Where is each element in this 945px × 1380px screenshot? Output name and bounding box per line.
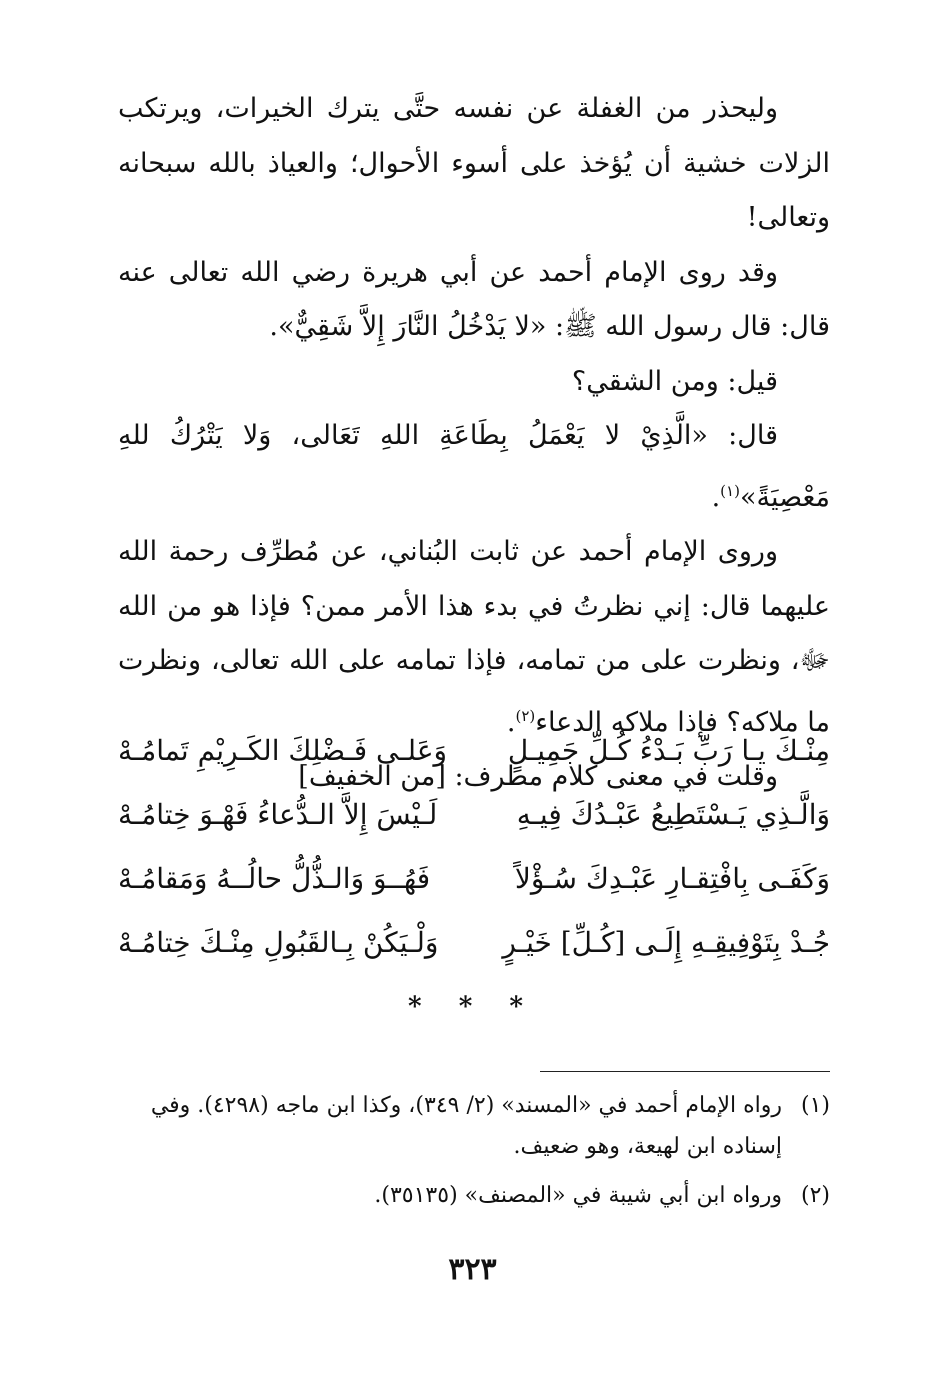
paragraph (118, 409, 830, 525)
poem-verse (118, 718, 830, 782)
paragraph-text: قال: «الَّذِيْ لا يَعْمَلُ بِطَاعَةِ اللهِ تَعَالى، وَلا يَتْرُكُ للهِ مَعْصِيَةً» (118, 420, 830, 513)
footnote-number: (٢) (800, 1183, 830, 1208)
verse-first-hemistich: وَكَفَـى بِافْتِقـارِ عَبْـدِكَ سُـؤْلاً (514, 861, 830, 895)
footnote-number: (١) (800, 1093, 830, 1118)
footnote (118, 1175, 830, 1216)
main-text (118, 82, 830, 805)
verse-second-hemistich: لَـيْسَ إِلاَّ الـدُّعاءُ فَهْـوَ خِتامُـهْ (118, 797, 438, 831)
verse-first-hemistich: جُـدْ بِتَوْفِيقِـهِ إِلَـى [كُـلِّ] خَيْـرٍ (502, 925, 830, 959)
verse-second-hemistich: فَهُــوَ وَالـذُّلُّ حالُــهُ وَمَقامُـهْ (118, 861, 431, 895)
footnotes (118, 1085, 830, 1216)
paragraph: قيل: ومن الشقي؟ (571, 365, 778, 397)
poem-verse (118, 910, 830, 974)
footnote (118, 1085, 830, 1167)
footnote-ref: (١) (720, 481, 740, 500)
verse-first-hemistich: مِنْـكَ يـا رَبِّ بَـدْءُ كُـلِّ جَمِيـلٍ (507, 733, 830, 767)
page-number: ٣٢٣ (448, 1252, 497, 1287)
footnote-text: رواه الإمام أحمد في «المسند» (٢/ ٣٤٩)، وكذا ابن ماجه (٤٢٩٨). وفي إسناده ابن لهيعة، وهو ضعيف. (150, 1093, 782, 1159)
footnote-text: ورواه ابن أبي شيبة في «المصنف» (٣٥١٣٥). (374, 1183, 782, 1208)
paragraph: وليحذر من الغفلة عن نفسه حتَّى يترك الخيرات، ويرتكب الزلات خشية أن يُؤخذ على أسوء الأحوال؛ والعياذ بالله سبحانه وتعالى! (118, 93, 830, 233)
poem-verse (118, 782, 830, 846)
poem (118, 718, 830, 974)
verse-first-hemistich: وَالَّـذِي يَـسْتَطِيعُ عَبْـدُكَ فِيـهِ (516, 797, 830, 831)
footnote-ref: (٢) (515, 706, 536, 725)
paragraph-end: . (711, 481, 721, 513)
paragraph-text: وروى الإمام أحمد عن ثابت البُناني، عن مُطرِّف رحمة الله عليهما قال: إني نظرتُ في بدء هذا الأمر ممن؟ فإذا هو من الله ﷻ، ونظرت على من تمامه، فإذا تمامه على الله تعالى، ونظرت ما ملاكه؟ فإذا ملاكه الدعاء (118, 536, 830, 738)
poem-verse (118, 846, 830, 910)
poem-intro: وقلت في معنى كلام مطرف: [من الخفيف] (298, 761, 778, 792)
paragraph (118, 525, 830, 750)
footnote-divider (540, 1071, 830, 1072)
paragraph-end: . (506, 706, 516, 738)
verse-second-hemistich: وَعَلـى فَـضْلِكَ الكَـرِيْمِ تَمامُـهْ (118, 733, 448, 767)
paragraph: وقد روى الإمام أحمد عن أبي هريرة رضي الله تعالى عنه قال: قال رسول الله ﷺ: «لا يَدْخُلُ النَّارَ إِلاَّ شَقِيٌّ». (118, 256, 830, 342)
section-separator: * * * (408, 992, 537, 1022)
verse-second-hemistich: وَلْـيَكُنْ بِـالقَبُولِ مِنْـكَ خِتامُـهْ (118, 925, 439, 959)
